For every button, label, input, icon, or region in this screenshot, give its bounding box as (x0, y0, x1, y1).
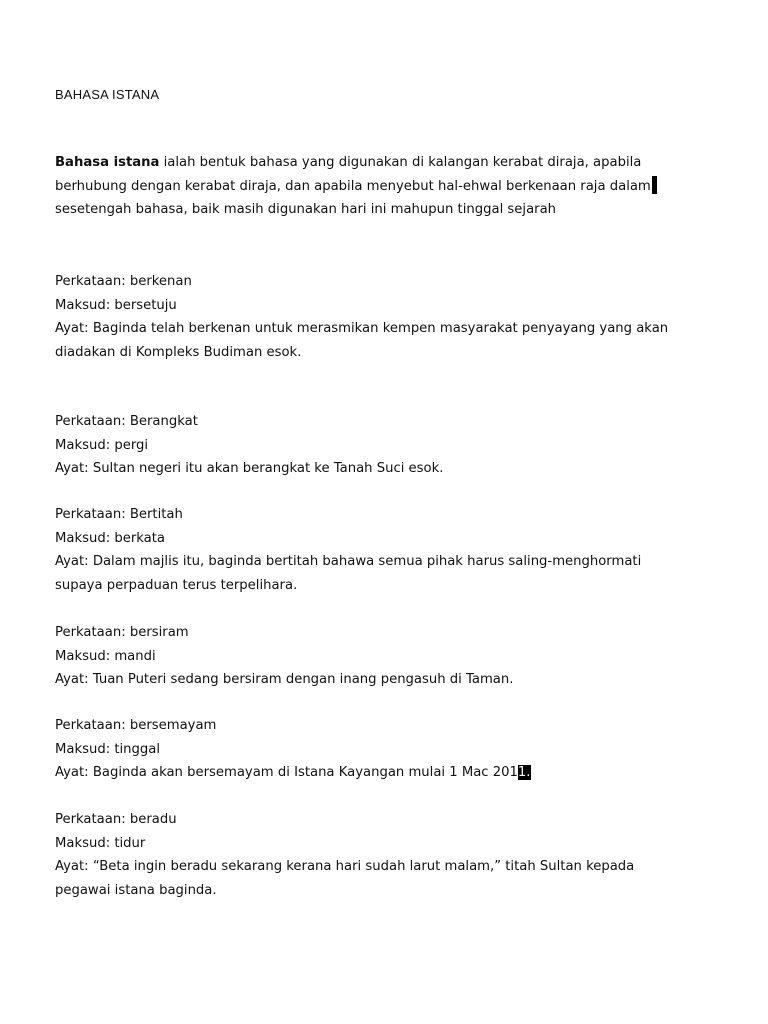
entry-perkataan: Perkataan: berkenan (55, 274, 192, 289)
entry-ayat-line-1: Ayat: “Beta ingin beradu sekarang kerana hari sudah larut malam,” titah Sultan kepada (55, 859, 635, 874)
entry-ayat-text: Ayat: Baginda akan bersemayam di Istana Kayangan mulai 1 Mac 201 (55, 765, 518, 780)
intro-line-1-rest: ialah bentuk bahasa yang digunakan di kalangan kerabat diraja, apabila (159, 155, 642, 170)
entry-ayat-line-2: pegawai istana baginda. (55, 882, 217, 898)
document-title: BAHASA ISTANA (55, 87, 160, 102)
entry-bertitah (55, 503, 715, 597)
entry-perkataan: Perkataan: Bertitah (55, 507, 183, 522)
entry-berkenan (55, 270, 715, 364)
intro-line-2 (55, 175, 715, 199)
entry-maksud: Maksud: pergi (55, 437, 149, 453)
entry-ayat-line-1: Ayat: Dalam majlis itu, baginda bertitah bahawa semua pihak harus saling-menghormati (55, 554, 642, 569)
entry-ayat-line-1 (55, 761, 715, 785)
entry-beradu (55, 808, 715, 902)
entry-berangkat (55, 410, 715, 481)
entry-ayat-line-2: diadakan di Kompleks Budiman esok. (55, 344, 302, 360)
intro-line-3: sesetengah bahasa, baik masih digunakan hari ini mahupun tinggal sejarah (55, 202, 557, 217)
intro-line-1 (55, 151, 715, 175)
entry-bersemayam (55, 714, 715, 785)
entry-ayat-line-1: Ayat: Baginda telah berkenan untuk merasmikan kempen masyarakat penyayang yang akan (55, 321, 669, 336)
selected-text-highlight: 1. (517, 765, 531, 780)
entry-perkataan: Perkataan: bersemayam (55, 718, 217, 733)
entry-bersiram (55, 621, 715, 692)
entry-ayat-line-2: supaya perpaduan terus terpelihara. (55, 577, 298, 593)
intro-term: Bahasa istana (55, 155, 160, 170)
entry-ayat-line-1: Ayat: Tuan Puteri sedang bersiram dengan inang pengasuh di Taman. (55, 672, 514, 687)
entry-maksud: Maksud: tinggal (55, 741, 161, 757)
entry-perkataan: Perkataan: bersiram (55, 625, 189, 640)
entry-ayat-line-1: Ayat: Sultan negeri itu akan berangkat ke Tanah Suci esok. (55, 461, 444, 476)
intro-line-2-text: berhubung dengan kerabat diraja, dan apabila menyebut hal-ehwal berkenaan raja dalam (55, 178, 651, 194)
entry-perkataan: Perkataan: Berangkat (55, 414, 198, 429)
entry-maksud: Maksud: tidur (55, 835, 146, 851)
entry-perkataan: Perkataan: beradu (55, 812, 177, 827)
entry-maksud: Maksud: berkata (55, 530, 165, 546)
text-cursor (652, 176, 657, 194)
entry-maksud: Maksud: bersetuju (55, 297, 177, 313)
entry-maksud: Maksud: mandi (55, 648, 156, 664)
intro-paragraph (55, 151, 715, 222)
